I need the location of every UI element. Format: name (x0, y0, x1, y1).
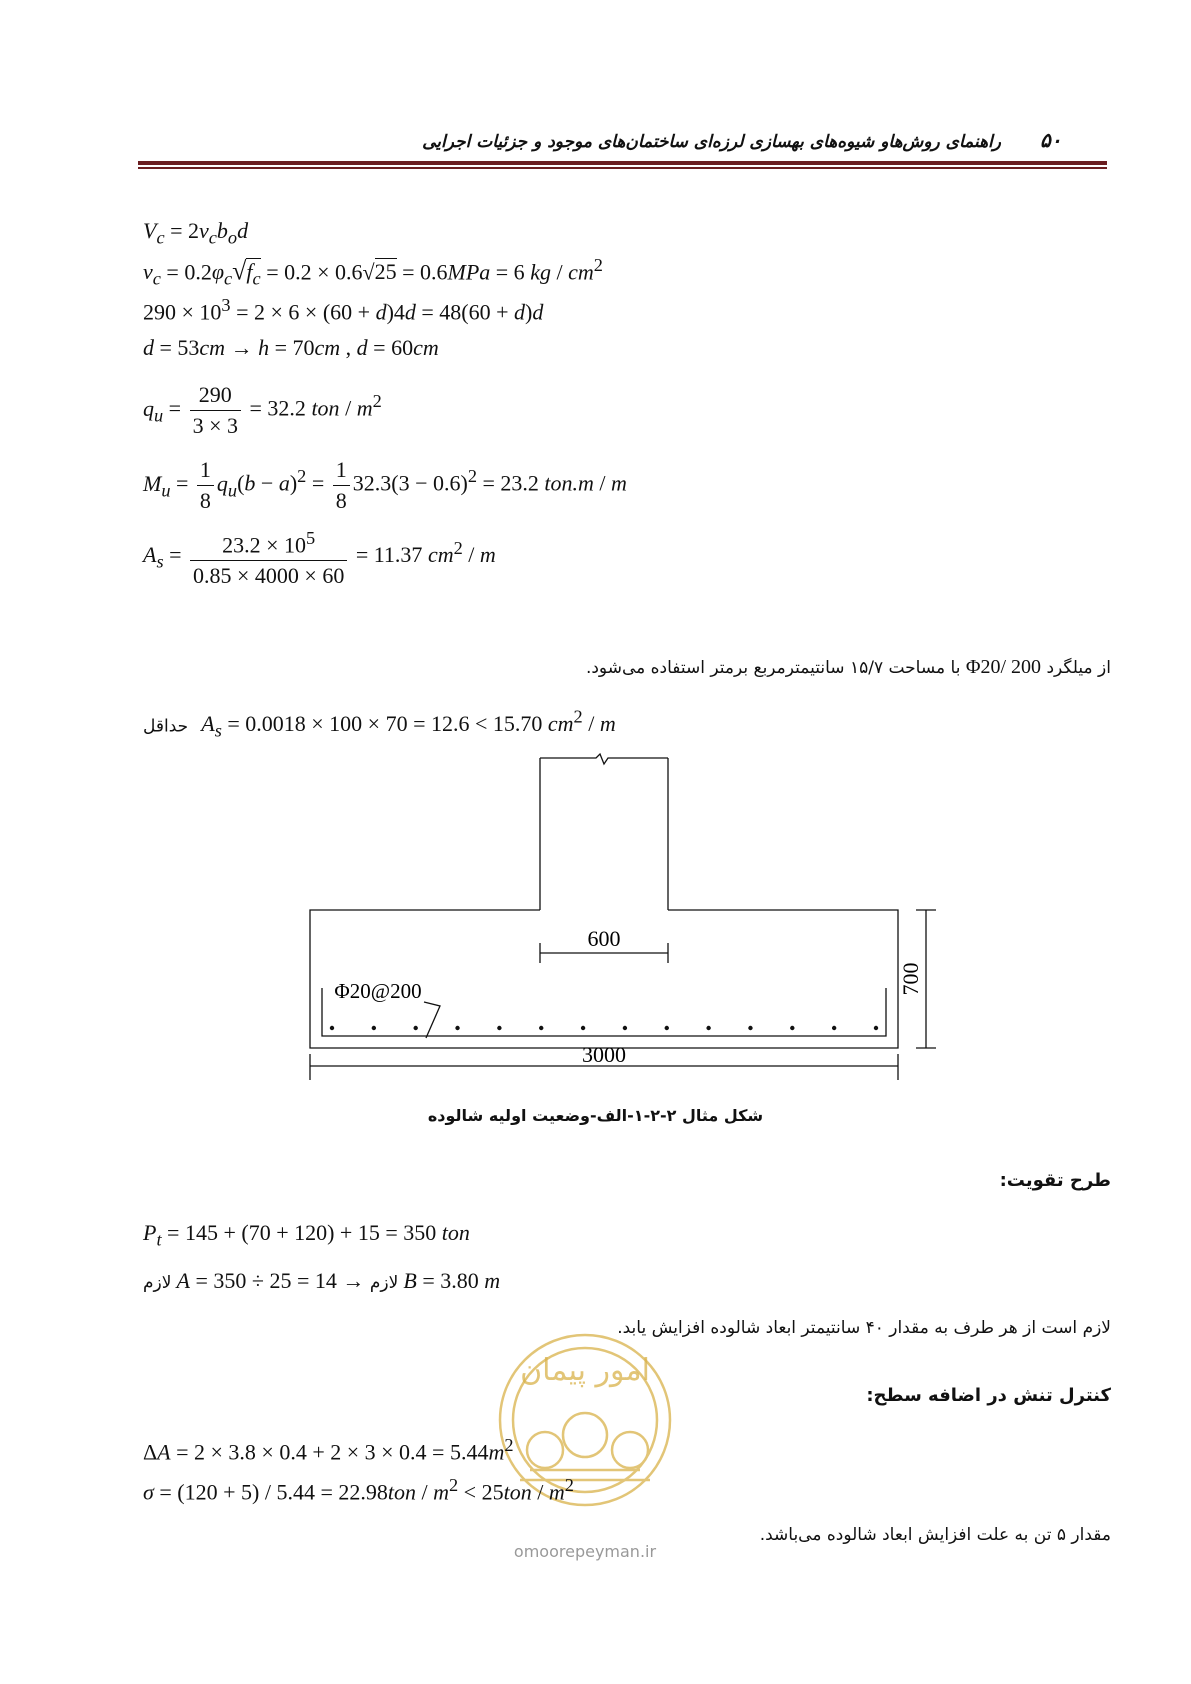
watermark-logo (490, 1310, 680, 1570)
rebar-dot (706, 1026, 710, 1030)
rebar-dot (581, 1026, 585, 1030)
rebar-dot (748, 1026, 752, 1030)
header-rule-thin (138, 167, 1107, 169)
area-equation: A = 350 ÷ 25 = 14 → (176, 1268, 370, 1293)
equation-vc: $V_c = 2v_cb_od$ (143, 218, 249, 248)
required-area-line: لازم A = 350 ÷ 25 = 14 → لازم B = 3.80 m (143, 1268, 501, 1293)
watermark-url: omoorepeyman.ir (513, 1542, 657, 1561)
rebar-dot (790, 1026, 794, 1030)
increase-sentence: لازم است از هر طرف به مقدار ۴۰ سانتیمتر ابعاد شالوده افزایش یابد. (617, 1318, 1111, 1338)
equation-shear-balance: $290 \times 10^3 = 2 \times 6 \times (60 + d)4d = 48(60 + d)d$ (143, 295, 544, 325)
rebar-dot (330, 1026, 334, 1030)
running-header-title: راهنمای روش‌هاو شیوه‌های بهسازی لرزه‌ای ساختمان‌های موجود و جزئیات اجرایی (422, 132, 1001, 152)
page-number: ۵۰ (1040, 128, 1062, 152)
figure-caption: شکل مثال ۲-۲-۱-الف-وضعیت اولیه شالوده (427, 1106, 764, 1125)
footing-section-figure (300, 750, 940, 1090)
equation-sigma: $\sigma = (120 + 5) / 5.44 = 22.98ton / m^2 < 25ton / m^2$ (143, 1475, 574, 1505)
dim-3000-label: 3000 (582, 1042, 626, 1067)
rebar-leader (424, 1002, 440, 1038)
equation-pt: $P_t = 145 + (70 + 120) + 15 = 350$ ton (143, 1220, 470, 1250)
equation-delta-a: $\Delta A = 2 \times 3.8 \times 0.4 + 2 \times 3 \times 0.4 = 5.44m^2$ (143, 1435, 514, 1465)
rebar-sentence: از میلگرد Φ20/ 200 با مساحت ۱۵/۷ سانتیمترمربع برمتر استفاده می‌شود. (585, 656, 1111, 678)
final-sentence: مقدار ۵ تن به علت افزایش ابعاد شالوده می‌باشد. (759, 1525, 1111, 1545)
column-break-line (540, 754, 668, 764)
rebar-spec: Φ20/ 200 (965, 656, 1042, 678)
equation-vc-small: $v_c = 0.2\varphi_c√f_c = 0.2 \times 0.6√25 = 0.6MPa = 6$ kg / $cm^2$ (143, 255, 603, 289)
equation-as: $A_s$ = $\frac{23.2 \times 10^5}{0.85 \times 4000 \times 60}$ = 11.37 $cm^2$ / m (143, 523, 496, 591)
stress-heading: کنترل تنش در اضافه سطح: (866, 1385, 1111, 1406)
rebar-dot (372, 1026, 376, 1030)
watermark-text: امور پیمان (520, 1353, 650, 1388)
rebar-dot (413, 1026, 417, 1030)
rebar-dot (539, 1026, 543, 1030)
rebar-label: Φ20@200 (334, 979, 422, 1003)
min-label: حداقل (143, 716, 189, 737)
min-equation: $A_s = 0.0018 \times 100 \times 70 = 12.6 < 15.70$ $cm^2$ / m (201, 707, 616, 741)
dim-600-label: 600 (587, 926, 621, 951)
equation-mu: $M_u$ = $\frac{1}{8}$ $q_u(b - a)^2$ = $\frac{1}{8}$ $32.3(3 - 0.6)^2 = 23.2$ ton.m / m (143, 457, 627, 513)
header-rule (138, 161, 1107, 165)
rebar-dot (665, 1026, 669, 1030)
equation-qu: $q_u$ = $\frac{290}{3 \times 3}$ = 32.2 ton / $m^2$ (143, 382, 382, 438)
width-equation: B = 3.80 m (403, 1268, 501, 1293)
dim-700-label: 700 (898, 962, 923, 996)
rebar-dot (497, 1026, 501, 1030)
rebar-dot (874, 1026, 878, 1030)
rebar-dot (832, 1026, 836, 1030)
rebar-dot (623, 1026, 627, 1030)
retrofit-heading: طرح تقویت: (999, 1170, 1111, 1191)
rebar-dots (330, 1026, 878, 1030)
min-reinforcement-line (143, 707, 616, 742)
rebar-dot (455, 1026, 459, 1030)
equation-depth: d = 53cm → h = 70cm , d = 60cm (143, 335, 439, 360)
